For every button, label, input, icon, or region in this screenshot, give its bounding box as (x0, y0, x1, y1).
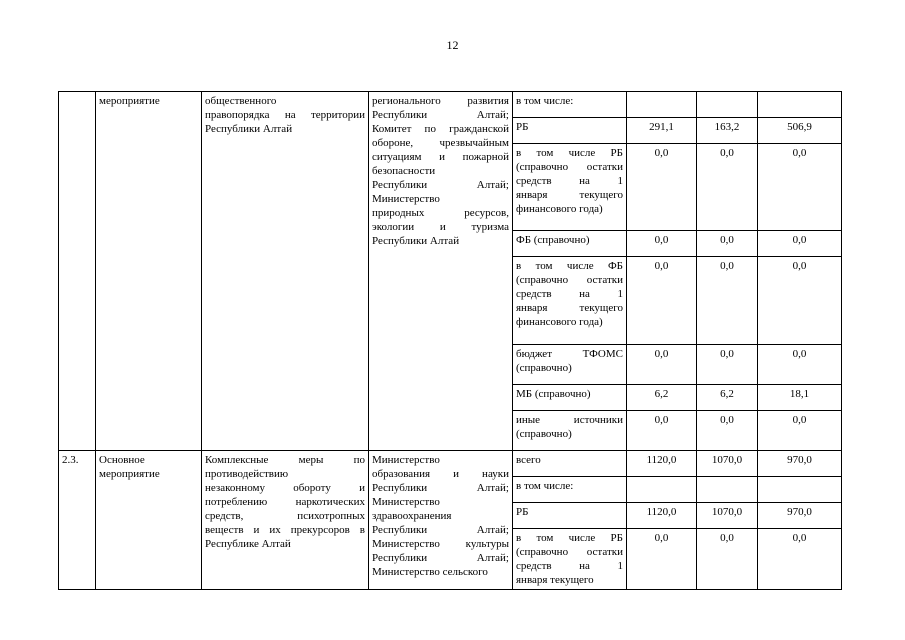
amount-v1 (627, 477, 697, 503)
text-line: Республике Алтай (205, 538, 291, 550)
text-line: мероприятие (99, 468, 160, 480)
funding-source (513, 345, 627, 385)
amount-v3: 0,0 (758, 411, 842, 451)
funding-source (513, 411, 627, 451)
text-line: экологии и туризма (372, 221, 509, 233)
text-line: Республики Алтай; (372, 109, 509, 121)
text-line: регионального развития (372, 95, 509, 107)
executors (369, 451, 513, 590)
amount-v2: 1070,0 (697, 503, 758, 529)
text-line: в том числе РБ (516, 147, 623, 159)
table-row (59, 92, 842, 118)
text-line: ситуациям и пожарной (372, 151, 509, 163)
amount-v1: 0,0 (627, 257, 697, 345)
text-line: в том числе ФБ (516, 260, 623, 272)
text-line: Комплексные меры по (205, 454, 365, 466)
amount-v3 (758, 477, 842, 503)
text-line: незаконному обороту и (205, 482, 365, 494)
text-line: МБ (справочно) (516, 388, 591, 400)
amount-v1: 0,0 (627, 529, 697, 590)
amount-v2: 163,2 (697, 118, 758, 144)
text-line: безопасности (372, 165, 436, 177)
text-line: Министерство (372, 454, 440, 466)
event-type: мероприятие (96, 92, 202, 451)
text-line: средств на 1 (516, 560, 623, 572)
funding-source (513, 118, 627, 144)
text-line: (справочно) (516, 428, 572, 440)
event-name (202, 451, 369, 590)
amount-v1: 1120,0 (627, 503, 697, 529)
executors (369, 92, 513, 451)
text-line: веществ и их прекурсоров в (205, 524, 365, 536)
text-line: Республики Алтай; (372, 552, 509, 564)
text-line: в том числе РБ (516, 532, 623, 544)
amount-v2: 0,0 (697, 144, 758, 231)
row-number: 2.3. (59, 451, 96, 590)
text-line: Министерство (372, 496, 440, 508)
amount-v2: 0,0 (697, 345, 758, 385)
text-line: РБ (516, 506, 529, 518)
amount-v2: 0,0 (697, 529, 758, 590)
text-line: ФБ (справочно) (516, 234, 590, 246)
funding-source (513, 385, 627, 411)
text-line: Республики Алтай; (372, 482, 509, 494)
amount-v3: 0,0 (758, 529, 842, 590)
event-type (96, 451, 202, 590)
event-name (202, 92, 369, 451)
amount-v2: 0,0 (697, 411, 758, 451)
amount-v3: 0,0 (758, 257, 842, 345)
text-line: финансового года) (516, 203, 603, 215)
text-line: бюджет ТФОМС (516, 348, 623, 360)
amount-v3: 970,0 (758, 503, 842, 529)
text-line: Республики Алтай; (372, 524, 509, 536)
text-line: (справочно остатки (516, 161, 623, 173)
funding-source (513, 451, 627, 477)
text-line: Министерство культуры (372, 538, 509, 550)
text-line: обороне, чрезвычайным (372, 137, 509, 149)
amount-v1: 0,0 (627, 345, 697, 385)
text-line: природных ресурсов, (372, 207, 509, 219)
program-table (58, 91, 842, 590)
amount-v3: 0,0 (758, 345, 842, 385)
text-line: Республики Алтай; (372, 179, 509, 191)
text-line: в том числе: (516, 480, 574, 492)
text-line: (справочно) (516, 362, 572, 374)
text-line: общественного (205, 95, 277, 107)
amount-v3: 506,9 (758, 118, 842, 144)
text-line: всего (516, 454, 541, 466)
table-row (59, 451, 842, 477)
text-line: средств на 1 (516, 175, 623, 187)
funding-source (513, 529, 627, 590)
text-line: января текущего (516, 302, 623, 314)
text-line: января текущего (516, 189, 623, 201)
amount-v3: 970,0 (758, 451, 842, 477)
amount-v2: 0,0 (697, 231, 758, 257)
amount-v1: 1120,0 (627, 451, 697, 477)
text-line: января текущего (516, 574, 594, 586)
text-line: финансового года) (516, 316, 603, 328)
amount-v2: 6,2 (697, 385, 758, 411)
text-line: иные источники (516, 414, 623, 426)
text-line: Республики Алтай (372, 235, 460, 247)
text-line: Республики Алтай (205, 123, 293, 135)
amount-v1: 291,1 (627, 118, 697, 144)
funding-source (513, 231, 627, 257)
text-line: в том числе: (516, 95, 574, 107)
amount-v3 (758, 92, 842, 118)
text-line: Министерство (372, 193, 440, 205)
amount-v3: 0,0 (758, 231, 842, 257)
amount-v1: 0,0 (627, 231, 697, 257)
text-line: Основное (99, 454, 145, 466)
amount-v3: 18,1 (758, 385, 842, 411)
funding-source (513, 144, 627, 231)
text-line: Министерство сельского (372, 566, 488, 578)
text-line: противодействию (205, 468, 289, 480)
amount-v2 (697, 92, 758, 118)
amount-v1: 0,0 (627, 411, 697, 451)
amount-v1 (627, 92, 697, 118)
amount-v3: 0,0 (758, 144, 842, 231)
text-line: Комитет по гражданской (372, 123, 509, 135)
row-number (59, 92, 96, 451)
text-line: правопорядка на территории (205, 109, 365, 121)
text-line: здравоохранения (372, 510, 452, 522)
amount-v1: 6,2 (627, 385, 697, 411)
text-line: средств на 1 (516, 288, 623, 300)
amount-v2: 1070,0 (697, 451, 758, 477)
amount-v1: 0,0 (627, 144, 697, 231)
page-number: 12 (446, 38, 459, 52)
text-line: (справочно остатки (516, 274, 623, 286)
text-line: средств, психотропных (205, 510, 365, 522)
funding-source (513, 257, 627, 345)
funding-source (513, 92, 627, 118)
amount-v2 (697, 477, 758, 503)
funding-source (513, 477, 627, 503)
amount-v2: 0,0 (697, 257, 758, 345)
text-line: (справочно остатки (516, 546, 623, 558)
text-line: потреблению наркотических (205, 496, 365, 508)
text-line: образования и науки (372, 468, 509, 480)
text-line: РБ (516, 121, 529, 133)
funding-source (513, 503, 627, 529)
